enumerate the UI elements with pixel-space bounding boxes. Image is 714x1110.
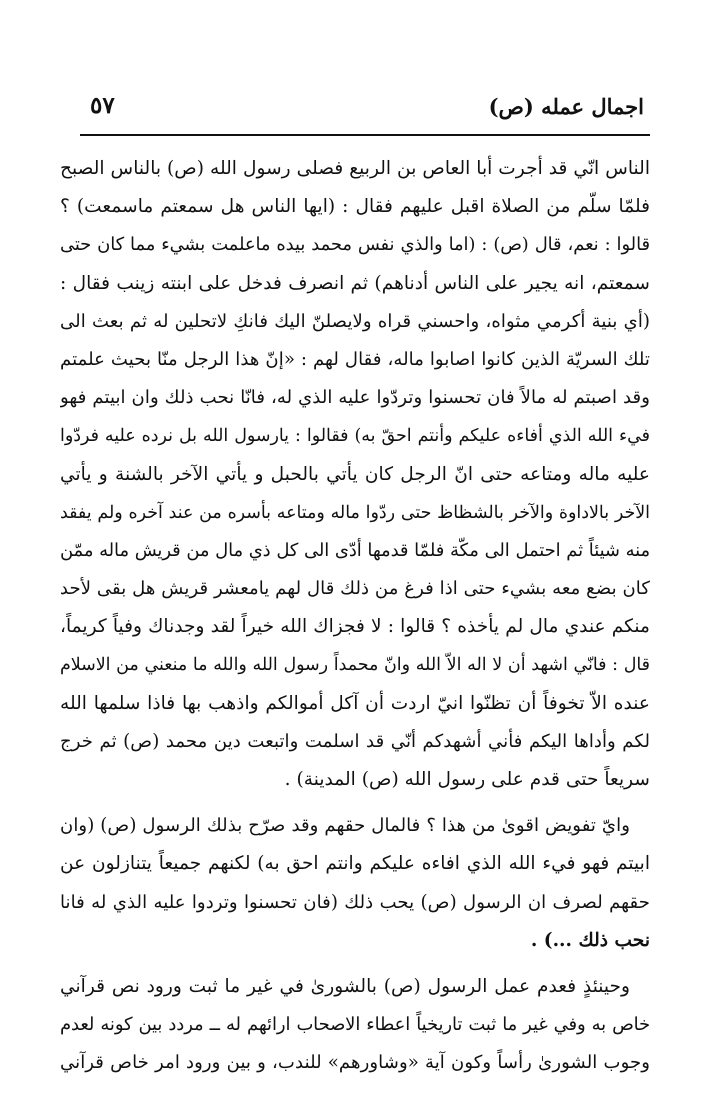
text-line: منه شيئاً ثم احتمل الى مكّة فلمّا قدمها أدّى الى كل ذي مال من قريش ماله ممّن [60,539,650,561]
text-line: نحب ذلك ...) . [530,929,650,951]
text-line: وقد اصبتم له مالاً فان تحسنوا وتردّوا عليه الذي له، فانّا نحب ذلك وان ابيتم فهو [60,387,650,409]
header-rule [80,134,650,136]
text-line: لكم وأداها اليكم فأني أشهدكم أنّي قد اسلمت واتبعت دين محمد (ص) ثم خرج [60,730,650,752]
text-line: وحينئذٍ فعدم عمل الرسول (ص) بالشورىٰ في غير ما ثبت ورود نص قرآني [60,975,630,997]
running-header [78,92,644,130]
text-line: عنده الاّ تخوفاً أن تظنّوا انيّ اردت أن آكل أموالكم واذهب بها فاذا سلمها الله [60,692,650,714]
paragraph-1 [60,150,650,799]
text-line: وجوب الشورىٰ رأساً وكون آية «وشاورهم» للندب، و بين ورود امر خاص قرآني [60,1052,650,1074]
text-line: عليه ماله ومتاعه حتى انّ الرجل كان يأتي بالحبل و يأتي الآخر بالشنة و يأتي [60,463,650,485]
paragraph-gap [60,799,650,807]
paragraph-gap [60,960,650,968]
text-line: الناس انّي قد أجرت أبا العاص بن الربيع فصلى رسول الله (ص) بالناس الصبح [60,158,650,179]
text-line: فيء الله الذي أفاءه عليكم وأنتم احقّ به) فقالوا : يارسول الله بل نرده عليه فردّوا [60,426,650,447]
page-body [60,150,650,1083]
text-line: خاص به وفي غير ما ثبت تاريخياً اعطاء الاصحاب ارائهم له ــ مردد بين كونه لعدم [60,1014,650,1036]
text-line: قال : فانّي اشهد أن لا اله الاّ الله وانّ محمداً رسول الله والله ما منعني من الاسلام [60,655,650,676]
text-line: تلك السريّة الذين كانوا اصابوا ماله، فقال لهم : «إنّ هذا الرجل منّا بحيث علمتم [60,348,650,370]
text-line: ابيتم فهو فيء الله الذي افاءه عليكم وانتم احق به) لكنهم جميعاً يتنازلون عن [60,853,650,875]
text-line: فلمّا سلّم من الصلاة اقبل عليهم فقال : (ايها الناس هل سمعتم ماسمعت) ؟ [60,196,650,218]
text-line: الآخر بالاداوة والآخر بالشظاظ حتى ردّوا ماله ومتاعه بأسره من عند آخره ولم يفقد [60,502,650,523]
paragraph-3 [60,968,650,1083]
paragraph-2 [60,807,650,960]
page-number: ٥٧ [90,92,115,119]
text-line: حقهم لصرف ان الرسول (ص) يحب ذلك (فان تحسنوا وتردوا عليه الذي له فانا [60,891,650,913]
text-line: منكم عندي مال لم يأخذه ؟ قالوا : لا فجزاك الله خيراً لقد وجدناك وفياً كريماً، [60,616,650,638]
text-line: وايّ تفويض اقوىٰ من هذا ؟ فالمال حقهم وقد صرّح بذلك الرسول (ص) (وان [60,815,630,837]
text-line: كان بضع معه بشيء حتى اذا فرغ من ذلك قال لهم يامعشر قريش هل بقى لأحد [60,578,650,600]
text-line: سمعتم، انه يجير على الناس أدناهم) ثم انصرف فدخل على ابنته زينب فقال : [60,272,650,294]
text-line: (أي بنية أكرمي مثواه، واحسني قراه ولايصلنّ اليك فانكِ لاتحلين له ثم بعث الى [60,310,650,332]
chapter-title: اجمال عمله (ص) [488,94,644,119]
text-line: قالوا : نعم، قال (ص) : (اما والذي نفس محمد بيده ماعلمت بشيء مما كان حتى [60,234,650,256]
text-line: سريعاً حتى قدم على رسول الله (ص) المدينة) . [284,769,650,790]
